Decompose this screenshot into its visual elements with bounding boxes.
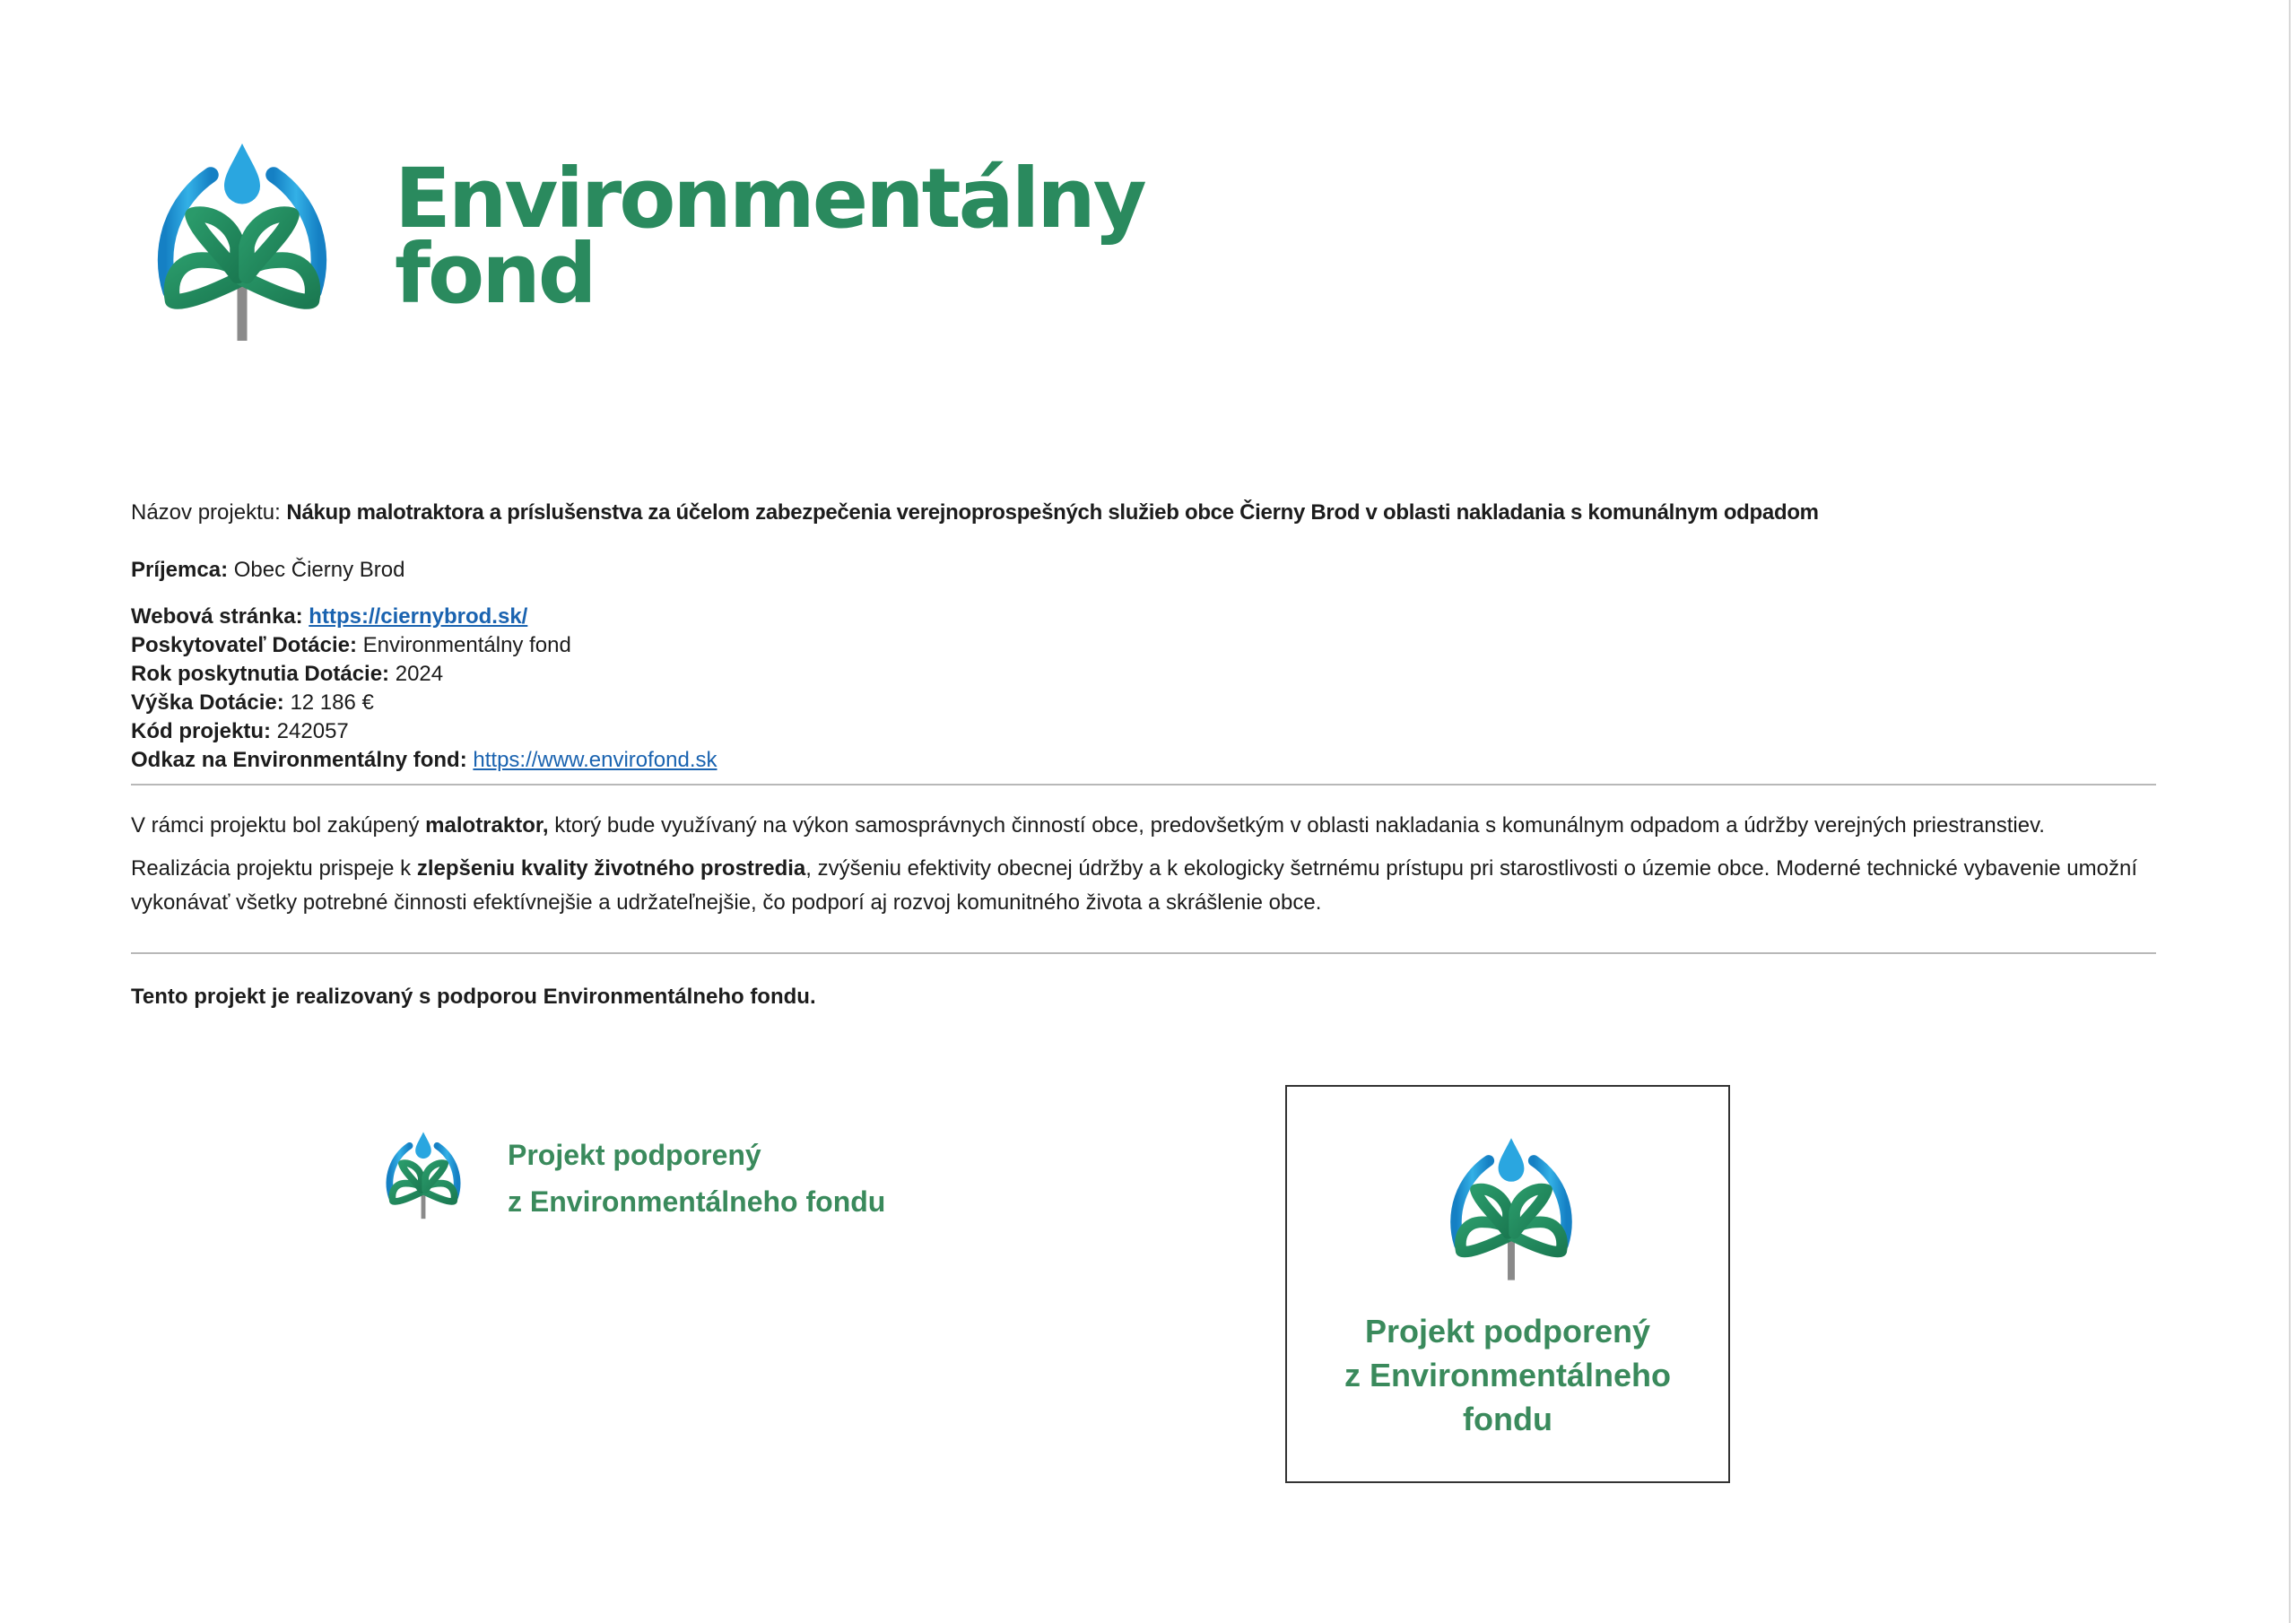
badge-boxed-line-1: Projekt podporený (1364, 1313, 1651, 1350)
fund-link-row (131, 746, 718, 775)
environmental-fund-logo-icon (130, 135, 354, 359)
badge-logo-icon (370, 1128, 477, 1227)
project-name-row (131, 499, 1819, 527)
description-paragraph-2 (131, 852, 2158, 920)
badge-horizontal-line-2: z Environmentálneho fondu (508, 1185, 886, 1218)
recipient-row (131, 556, 404, 585)
recipient-value: Obec Čierny Brod (233, 558, 405, 582)
badge-boxed-text (1287, 1309, 1728, 1441)
p1-text-c: ktorý bude využívaný na výkon samosprávnych činností obce, predovšetkým v oblasti nakladania s komunálnym odpadom a údržby verejných priestranstiev. (548, 813, 2045, 838)
p1-text-a: V rámci projektu bol zakúpený (131, 813, 426, 838)
amount-row (131, 689, 718, 717)
badge-boxed-line-3: fondu (1463, 1401, 1552, 1437)
support-note: Tento projekt je realizovaný s podporou Environmentálneho fondu. (131, 985, 816, 1009)
p2-text-bold: zlepšeniu kvality životného prostredia (416, 856, 806, 881)
website-label: Webová stránka: (131, 604, 303, 629)
fund-link[interactable]: https://www.envirofond.sk (473, 748, 718, 772)
logo-line-2: fond (395, 226, 595, 322)
code-row (131, 717, 718, 746)
code-label: Kód projektu: (131, 719, 271, 743)
logo-line-1: Environmentálny (395, 151, 1144, 247)
badge-horizontal-line-1: Projekt podporený (508, 1139, 761, 1171)
header-logo-text (395, 151, 1144, 322)
provider-label: Poskytovateľ Dotácie: (131, 633, 357, 657)
page-edge (2289, 0, 2291, 1623)
website-row (131, 603, 718, 631)
fund-link-label: Odkaz na Environmentálny fond: (131, 748, 467, 772)
divider-bottom (131, 952, 2156, 954)
p2-text-a: Realizácia projektu prispeje k (131, 856, 417, 881)
code-value: 242057 (276, 719, 349, 743)
amount-label: Výška Dotácie: (131, 690, 284, 715)
provider-value: Environmentálny fond (362, 633, 571, 657)
year-value: 2024 (395, 662, 444, 686)
website-link[interactable]: https://ciernybrod.sk/ (309, 604, 528, 629)
year-row (131, 660, 718, 689)
project-name-label: Názov projektu: (131, 500, 281, 525)
recipient-label: Príjemca: (131, 558, 229, 582)
badge-boxed-line-2: z Environmentálneho (1344, 1357, 1672, 1393)
amount-value: 12 186 € (290, 690, 374, 715)
p2-text-c: , zvýšeniu efektivity obecnej údržby a k ekologicky šetrnému prístupu pri starostlivosti o územie obce. Moderné technické vybavenie umožní vykonávať všetky potrebné činnosti efektívnejšie a udržateľnejšie, čo podporí aj rozvoj komunitného života a skrášlenie obce. (131, 856, 2137, 915)
badge-horizontal-text (508, 1132, 885, 1225)
p1-text-bold: malotraktor, (425, 813, 549, 838)
divider-top (131, 784, 2156, 785)
provider-row (131, 631, 718, 660)
project-name-value: Nákup malotraktora a príslušenstva za účelom zabezpečenia verejnoprospešných služieb obce Čierny Brod v oblasti nakladania s komunálnym odpadom (286, 500, 1819, 525)
project-details (131, 603, 718, 775)
year-label: Rok poskytnutia Dotácie: (131, 662, 390, 686)
description-paragraph-1 (131, 809, 2158, 843)
badge-boxed (1285, 1085, 1730, 1483)
badge-boxed-logo-icon (1423, 1132, 1599, 1293)
